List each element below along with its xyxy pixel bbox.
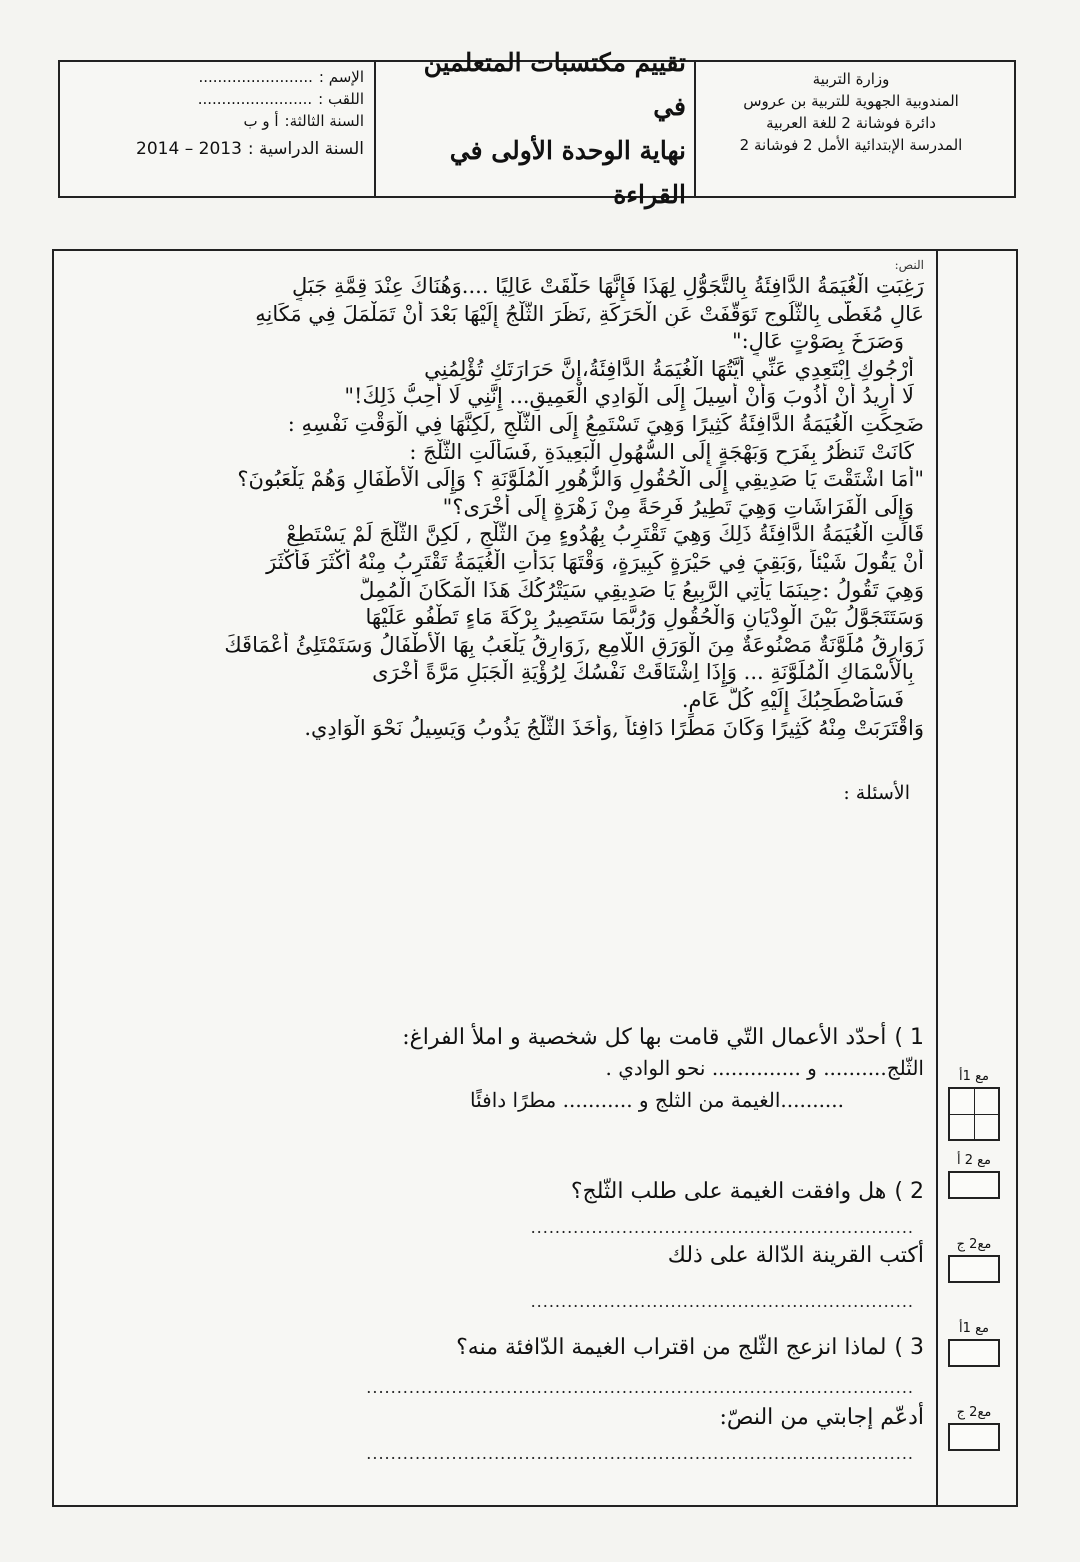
level-label: السنة الثالثة: [284, 112, 364, 130]
question-3-sub-prompt: أدعّم إجابتي من النصّ: [719, 1405, 924, 1430]
grade-q1 [946, 1069, 1002, 1141]
grade-q2b-label: مع2 ج [956, 1237, 992, 1252]
question-2-sub-prompt: أكتب القرينة الدّالة على ذلك [667, 1243, 924, 1268]
passage-line: وَإِلَى الْفَرَاشَاتِ وَهِيَ تَطِيرُ فَرِحَةً مِنْ زَهْرَةٍ إِلَى أُخْرَى؟" [442, 494, 914, 519]
grade-q2a [946, 1153, 1002, 1199]
grade-q1-label: مع 1أ [959, 1069, 989, 1084]
exam-title [374, 48, 694, 209]
passage-line: أَنْ يَقُولَ شَيْئاً ,وَبَقِيَ فِي حَيْرَةٍ كَبِيرَةٍ، وَقْتَهَا بَدَأَتِ الْغُيَمَةُ تَقْتَرِبُ مِنْهُ أَكْثَرَ فَأَكْثَرَ [266, 549, 924, 574]
student-info [60, 62, 374, 196]
grading-column [934, 251, 1016, 1505]
question-1-number: 1 ) [894, 1025, 924, 1050]
passage-line: زَوَارِقُ مُلَوَّنَةٌ مَصْنُوعَةٌ مِنَ الْوَرَقِ اللَّامِعِ ,زَوَارِقُ يَلْعَبُ بِهَا الْأَطْفَالُ وَسَتَمْتَلِئُ أَعْمَاقَكَ [224, 632, 924, 657]
surname-label: اللقب : [318, 90, 364, 108]
name-label: الإسم : [318, 68, 364, 86]
grade-q3a-label: مع 1أ [959, 1321, 989, 1336]
passage-label: النص: [894, 258, 924, 272]
passage-line: رَغِبَتِ الْغُيَمَةُ الدَّافِئَةُ بِالتَّجَوُّلِ لِهَذَا فَإِنَّهَا حَلَّقَتْ عَالِيًا ....وَهُنَاكَ عِنْدَ قِمَّةِ جَبَلٍ [291, 274, 924, 298]
question-2 [64, 1179, 924, 1311]
exam-title-line1: تقييم مكتسبات المتعلمين في [423, 48, 686, 121]
question-3 [64, 1335, 924, 1463]
passage-line: ضَحِكَتِ الْغُيَمَةُ الدَّافِئَةُ كَثِيرًا وَهِيَ تَسْتَمِعُ إِلَى الثَّلْجِ ,لَكِنَّهَا فِي الْوَقْتِ نَفْسِهِ : [287, 411, 924, 436]
level-row [70, 110, 364, 132]
passage-line: قَالَتِ الْغُيَمَةُ الدَّافِئَةُ ذَلِكَ وَهِيَ تَقْتَرِبُ بِهُدُوءٍ مِنَ الثَّلْجِ , لَكِنَّ الثَّلْجَ لَمْ يَسْتَطِعْ [286, 522, 924, 547]
passage-line: وَصَرَخَ بِصَوْتٍ عَالٍ:" [731, 329, 904, 354]
exam-body [52, 249, 1018, 1507]
question-1-fill-2[interactable]: ..........الغيمة من الثلج و ........... مطرًا دافئًا [470, 1088, 844, 1112]
passage-line: "أَمَا اشْتَقْتَ يَا صَدِيقِي إِلَى الْحُقُولِ وَالزُّهُورِ الْمُلَوَّنَةِ ؟ وَإِلَى الْأَطْفَالِ وَهُمْ يَلْعَبُونَ؟ [237, 467, 924, 492]
question-1-fill-1[interactable]: الثّلج.......... و .............. نحو الوادي . [605, 1056, 924, 1080]
grade-q2a-label: مع 2 أ [956, 1153, 992, 1168]
grade-q3b-label: مع2 ج [956, 1405, 992, 1420]
level-value: أ و ب [243, 112, 279, 130]
passage-line: عَالٍ مُغَطَّى بِالثُّلُوجِ تَوَقَّفَتْ عَنِ الْحَرَكَةِ ,نَظَرَ الثَّلْجُ إِلَيْهَا بَعْدَ أَنْ تَمَلْمَلَ فِي مَكَانِهِ [255, 301, 924, 326]
grade-q2b-box[interactable] [948, 1255, 1000, 1283]
surname-field[interactable]: ........................ [197, 90, 313, 108]
passage-line: وَاقْتَرَبَتْ مِنْهُ كَثِيرًا وَكَانَ مَطَرًا دَافِئاً ,وَأَخَذَ الثَّلْجُ يَذُوبُ وَيَسِيلُ نَحْوَ الْوَادِي. [304, 715, 924, 740]
grade-q3b-box[interactable] [948, 1423, 1000, 1451]
question-3-prompt: لماذا انزعج الثّلج من اقتراب الغيمة الدّافئة منه؟ [456, 1335, 887, 1360]
passage-line: كَانَتْ تَنظُرُ بِفَرَحٍ وَبَهْجَةٍ إِلَى السُّهُولِ الْبَعِيدَةِ ,فَسَأَلَتِ الثَّلْجَ : [409, 439, 914, 464]
ministry-line: وزارة التربية [812, 70, 890, 88]
question-2-prompt: هل وافقت الغيمة على طلب الثّلج؟ [570, 1179, 887, 1204]
surname-row [70, 88, 364, 110]
passage-text [56, 273, 924, 742]
name-row [70, 66, 364, 88]
question-2-answer-line[interactable]: ............................................................... [530, 1218, 914, 1237]
question-3-evidence-line[interactable]: .......................................................................................... [366, 1444, 914, 1463]
passage-line: بِالْأَسْمَاكِ الْمُلَوَّنَةِ ... وَإِذَا اِشْتَاقَتْ نَفْسُكَ لِرُؤْيَةِ الْجَبَلِ مَرَّةً أُخْرَى [372, 660, 914, 685]
question-1 [64, 1025, 924, 1112]
header-box [58, 48, 1016, 209]
questions-title: الأسئلة : [843, 782, 910, 805]
year-label: السنة الدراسية : [247, 139, 364, 159]
grade-q3b [946, 1405, 1002, 1451]
question-1-prompt: أحدّد الأعمال التّي قامت بها كل شخصية و املأ الفراغ: [402, 1025, 887, 1050]
passage-line: وَهِيَ تَقُولُ :حِينَمَا يَأْتِي الرَّبِيعُ يَا صَدِيقِي سَيَتْرُكُكَ هَذَا الْمَكَانَ الْمُمِلَّ [359, 577, 924, 602]
question-3-answer-line[interactable]: .......................................................................................... [366, 1378, 914, 1397]
grade-q2a-box[interactable] [948, 1171, 1000, 1199]
passage-line: أَرْجُوكِ اِبْتَعِدِي عَنِّي أَيَّتُهَا الْغُيَمَةُ الدَّافِئَةُ،إِنَّ حَرَارَتَكِ تُؤْلِمُنِي [424, 356, 914, 381]
passage-line: لَا أُرِيدُ أَنْ أَذُوبَ وَأَنْ أَسِيلَ إِلَى الْوَادِي الْعَمِيقِ... إِنَّنِي لَا أُحِبُّ ذَلِكَ!" [344, 384, 914, 409]
passage-line: فَسَأَصْطَحِبُكَ إِلَيْهِ كُلَّ عَامٍ. [681, 687, 904, 712]
year-row [70, 138, 364, 160]
question-2-number: 2 ) [894, 1179, 924, 1204]
grade-q1-box[interactable] [948, 1087, 1000, 1141]
grade-q3a [946, 1321, 1002, 1367]
district-line: دائرة فوشانة 2 للغة العربية [766, 114, 936, 132]
name-field[interactable]: ........................ [198, 68, 313, 86]
exam-title-line2: نهاية الوحدة الأولى في القراءة [449, 136, 686, 209]
question-3-text [64, 1335, 924, 1360]
question-2-evidence-line[interactable]: ............................................................... [530, 1292, 914, 1311]
passage [56, 255, 924, 804]
school-line: المدرسة الإبتدائية الأمل 2 فوشانة 2 [739, 136, 963, 154]
year-value: 2013 – 2014 [136, 139, 242, 159]
question-2-text [64, 1179, 924, 1204]
question-3-number: 3 ) [894, 1335, 924, 1360]
grade-q2b [946, 1237, 1002, 1283]
question-1-text [64, 1025, 924, 1050]
regional-office-line: المندوبية الجهوية للتربية بن عروس [743, 92, 959, 110]
passage-line: وَسَتَتَجَوَّلُ بَيْنَ الْوِدْيَانِ وَالْحُقُولِ وَرُبَّمَا سَتَصِيرُ بِرْكَةَ مَاءٍ تَطْفُو عَلَيْهَا [365, 605, 924, 630]
grade-q3a-box[interactable] [948, 1339, 1000, 1367]
ministry-info [694, 62, 1014, 196]
